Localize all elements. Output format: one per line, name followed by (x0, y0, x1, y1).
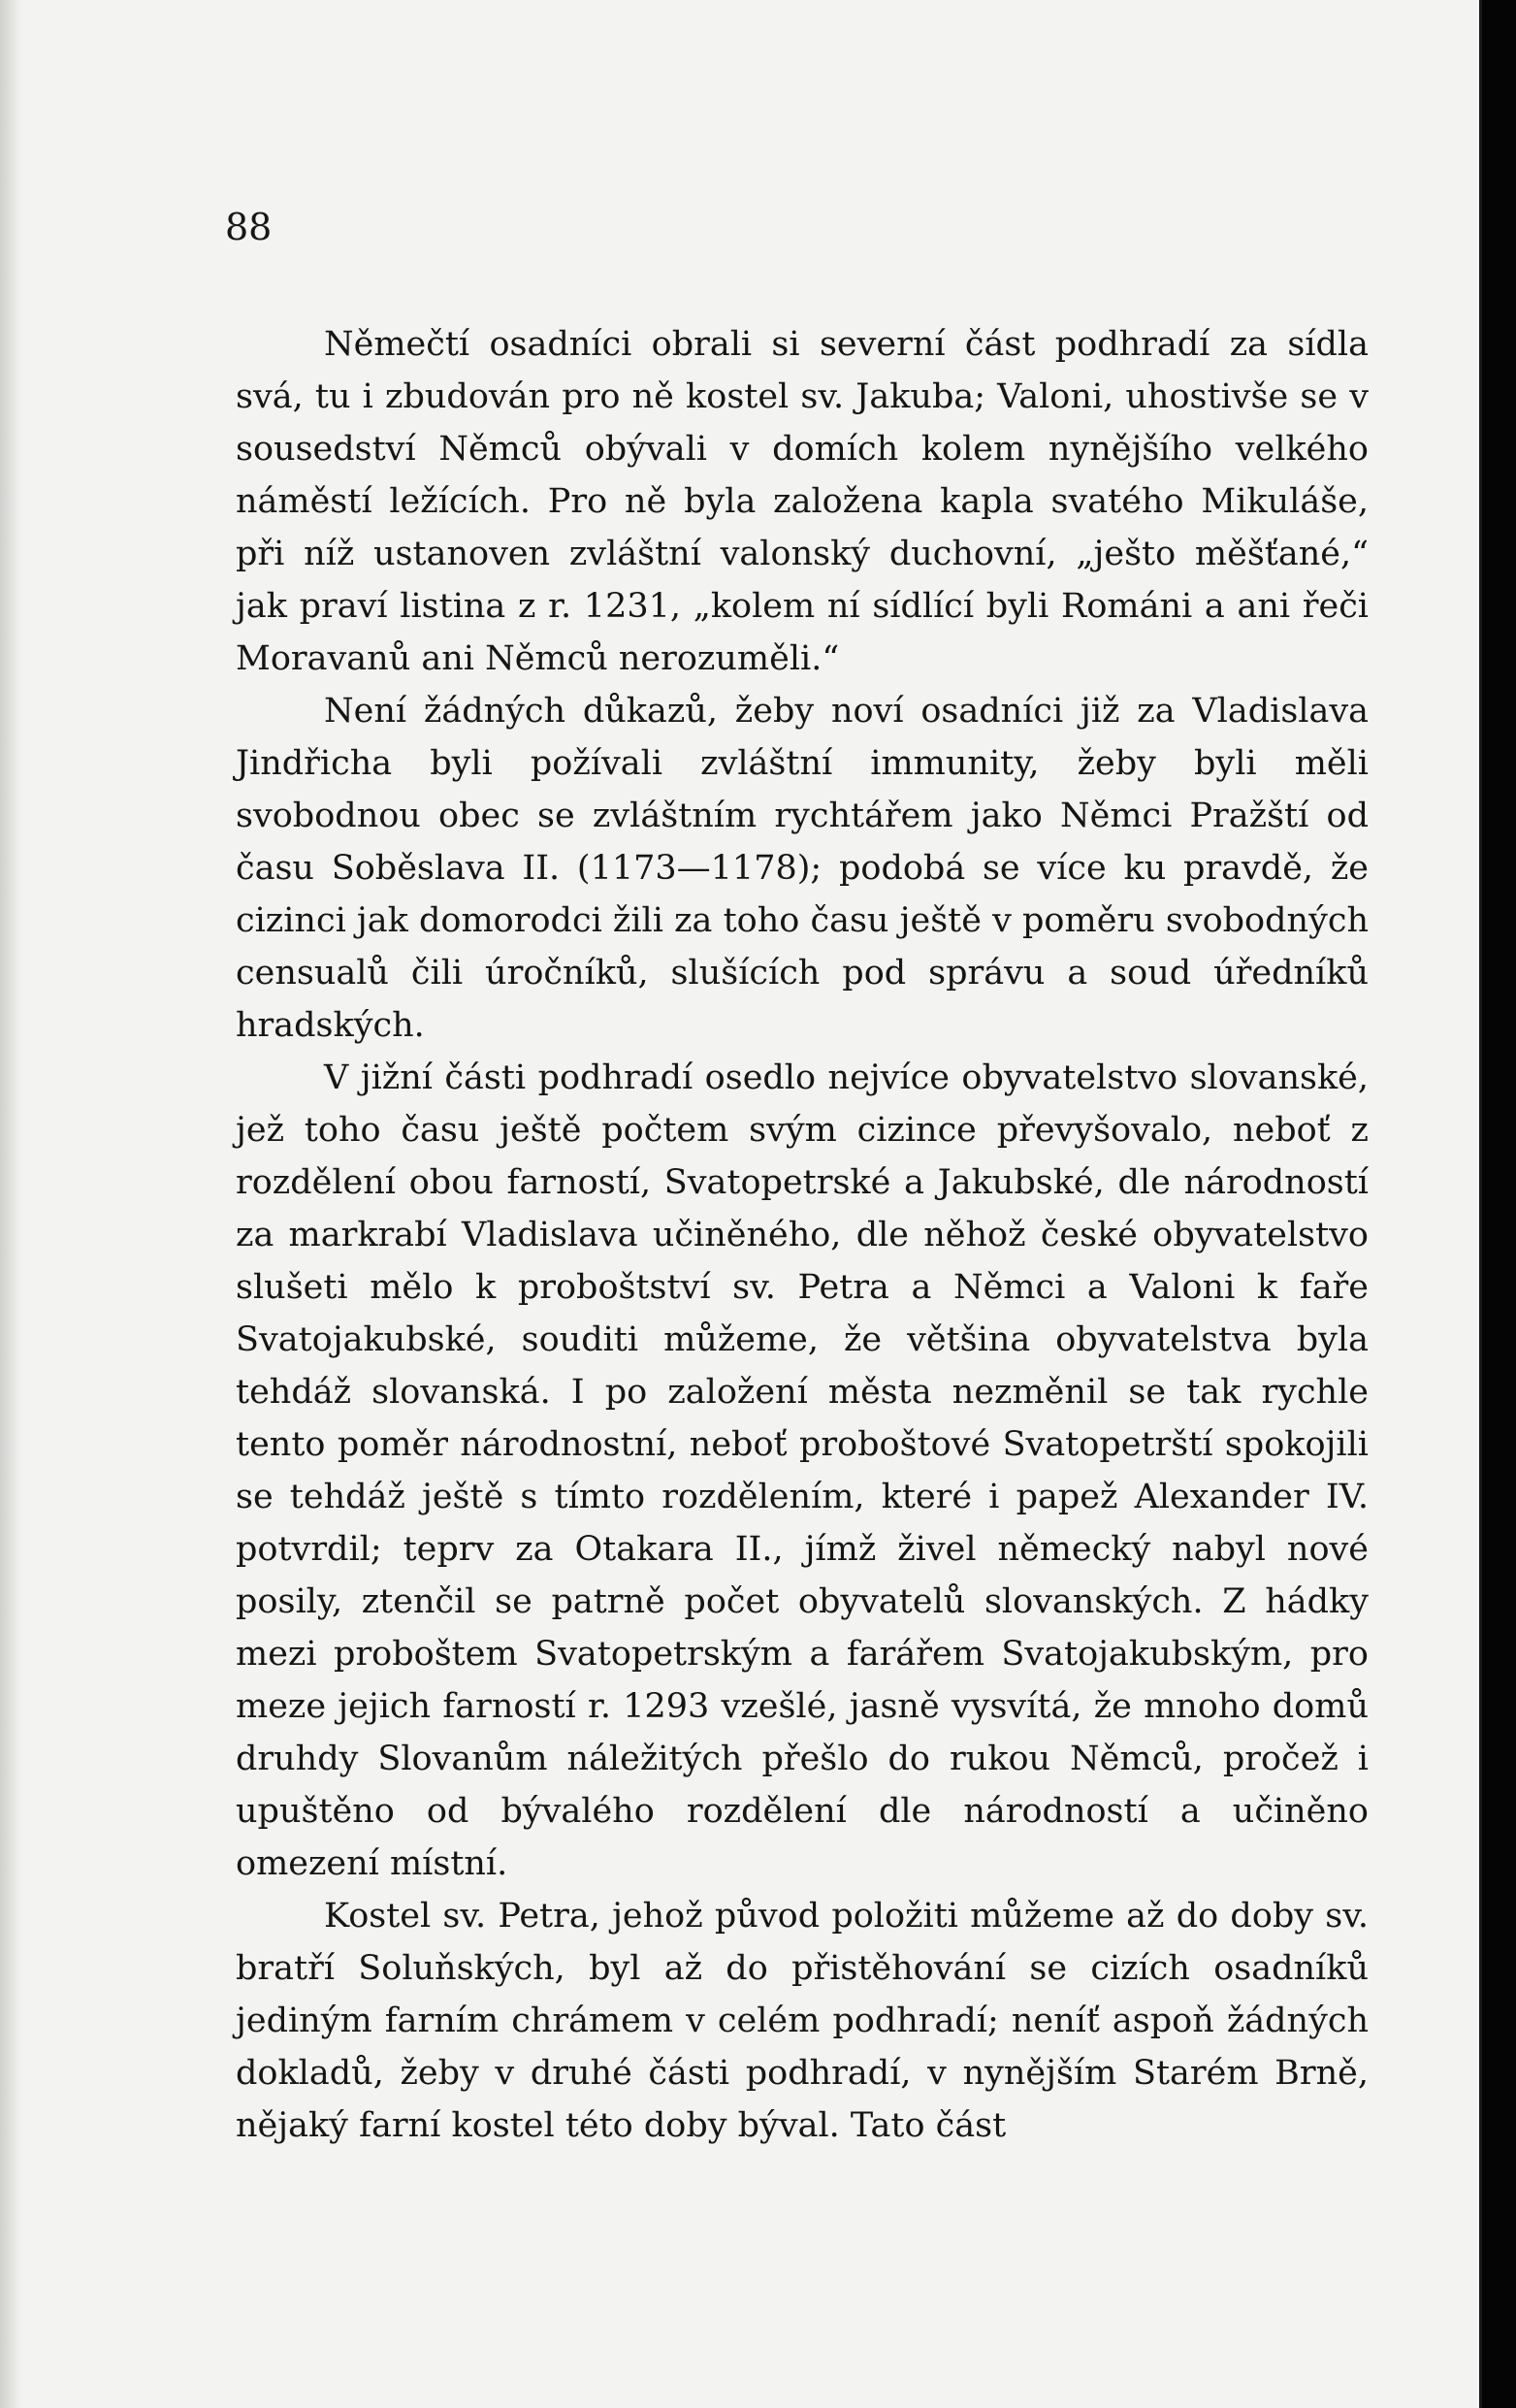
page-text (236, 318, 1369, 2152)
paragraph-3: V jižní části podhradí osedlo nejvíce obyvatelstvo slovanské, jež toho času ještě počtem svým cizince převyšovalo, neboť z rozdělení obou farností, Svatopetrské a Jakubské, dle národností za markrabí Vladislava učiněného, dle něhož české obyvatelstvo slušeti mělo k proboštství sv. Petra a Němci a Valoni k faře Svatojakubské, souditi můžeme, že většina obyvatelstva byla tehdáž slovanská. I po založení města nezměnil se tak rychle tento poměr národnostní, neboť proboštové Svatopetrští spokojili se tehdáž ještě s tímto rozdělením, které i papež Alexander IV. potvrdil; teprv za Otakara II., jímž živel německý nabyl nové posily, ztenčil se patrně počet obyvatelů slovanských. Z hádky mezi proboštem Svatopetrským a farářem Svatojakubským, pro meze jejich farností r. 1293 vzešlé, jasně vysvítá, že mnoho domů druhdy Slovanům náležitých přešlo do rukou Němců, pročež i upuštěno od bývalého rozdělení dle národností a učiněno omezení místní. (236, 1058, 1369, 1883)
page-number: 88 (225, 206, 273, 248)
scan-binding-edge (1482, 0, 1516, 2408)
paragraph-1: Němečtí osadníci obrali si severní část podhradí za sídla svá, tu i zbudován pro ně kostel sv. Jakuba; Valoni, uhostivše se v sousedství Němců obývali v domích kolem nynějšího velkého náměstí ležících. Pro ně byla založena kapla svatého Mikuláše, při níž ustanoven zvláštní valonský duchovní, „ješto měšťané,“ jak praví listina z r. 1231, „kolem ní sídlící byli Románi a ani řeči Moravanů ani Němců nerozuměli.“ (236, 325, 1369, 678)
paragraph-2: Není žádných důkazů, žeby noví osadníci již za Vladislava Jindřicha byli požívali zvláštní immunity, žeby byli měli svobodnou obec se zvláštním rychtářem jako Němci Pražští od času Soběslava II. (1173—1178); podobá se více ku pravdě, že cizinci jak domorodci žili za toho času ještě v poměru svobodných censualů čili úročníků, slušících pod správu a soud úředníků hradských. (236, 692, 1369, 1045)
paragraph-4: Kostel sv. Petra, jehož původ položiti můžeme až do doby sv. bratří Soluňských, byl až do přistěhování se cizích osadníků jediným farním chrámem v celém podhradí; neníť aspoň žádných dokladů, žeby v druhé části podhradí, v nynějším Starém Brně, nějaký farní kostel této doby býval. Tato část (236, 1897, 1369, 2145)
